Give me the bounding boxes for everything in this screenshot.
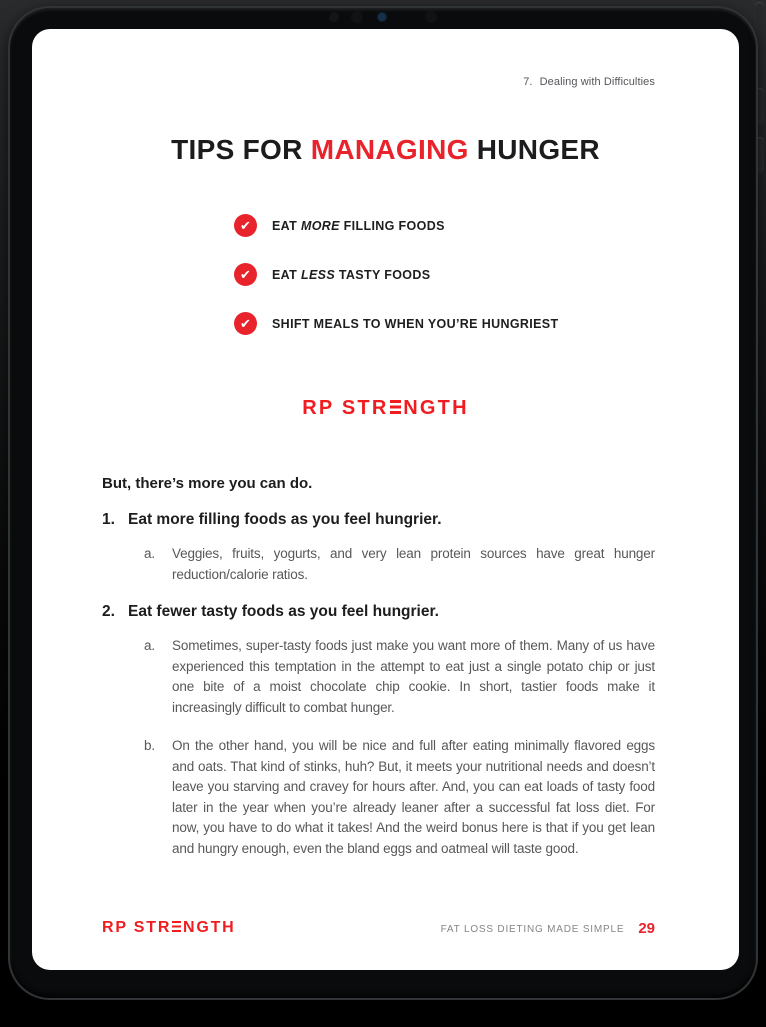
sub-item-marker: a. — [144, 546, 155, 561]
section-heading — [102, 603, 655, 621]
label-text: EAT — [272, 218, 301, 233]
page-title-pre: TIPS FOR — [171, 134, 311, 165]
logo-text: NGTH — [403, 397, 469, 419]
logo-text: NGTH — [183, 919, 236, 936]
label-text: FILLING FOODS — [339, 218, 445, 233]
page-header — [523, 76, 655, 88]
section-heading — [102, 511, 655, 529]
checklist-item-label — [272, 219, 445, 233]
camera-lens-icon — [378, 13, 386, 21]
checklist-item — [234, 214, 558, 237]
stylized-e-glyph — [390, 400, 402, 414]
section-heading-text: Eat more filling foods as you feel hungrier. — [128, 511, 442, 528]
page-footer — [102, 919, 655, 937]
checklist — [234, 214, 558, 361]
tablet-screen[interactable] — [32, 29, 739, 970]
stylized-e-glyph — [172, 921, 181, 932]
checklist-item-label — [272, 268, 430, 282]
chapter-number: 7. — [523, 76, 533, 88]
checkmark-icon: ✔ — [234, 263, 257, 286]
page-number: 29 — [638, 920, 655, 937]
label-text: EAT — [272, 267, 301, 282]
chapter-title: Dealing with Difficulties — [539, 76, 655, 88]
label-text: TASTY FOODS — [335, 267, 431, 282]
sub-item — [144, 736, 655, 859]
book-subtitle: FAT LOSS DIETING MADE SIMPLE — [440, 924, 625, 935]
logo-text: RP STR — [102, 919, 172, 936]
sub-item — [144, 544, 655, 585]
sub-item-text: Veggies, fruits, yogurts, and very lean protein sources have great hunger reduction/calorie ratios. — [172, 546, 655, 582]
logo-text: RP STR — [302, 397, 389, 419]
ambient-sensor-icon — [425, 11, 437, 23]
checkmark-icon: ✔ — [234, 214, 257, 237]
sub-item-text: Sometimes, super-tasty foods just make you want more of them. Many of us have experienced this temptation in the attempt to eat just a single potato chip or just one bite of a moist chocolate chip cookie. In short, tastier foods make it increasingly difficult to combat hunger. — [172, 638, 655, 715]
checkmark-icon: ✔ — [234, 312, 257, 335]
checklist-item — [234, 312, 558, 335]
power-button[interactable] — [755, 2, 764, 38]
page-title-post: HUNGER — [468, 134, 600, 165]
front-camera-icon — [351, 11, 363, 23]
section-heading-text: Eat fewer tasty foods as you feel hungrier. — [128, 603, 439, 620]
camera-sensor-icon — [329, 12, 339, 22]
label-emphasis: MORE — [300, 218, 340, 233]
checklist-item — [234, 263, 558, 286]
sub-item-text: On the other hand, you will be nice and full after eating minimally flavored eggs and oats. That kind of stinks, huh? But, it meets your nutritional needs and doesn’t leave you starving and cravey for hours after. And, you can eat loads of tasty food later in the year when you’re already leaner after a successful fat loss diet. For now, you have to do what it takes! And the weird bonus here is that if you get lean and hungry enough, even the bland eggs and oatmeal will taste good. — [172, 738, 655, 856]
rp-strength-logo — [32, 397, 739, 420]
sub-item — [144, 636, 655, 718]
sub-item-marker: a. — [144, 638, 155, 653]
section-number: 1. — [102, 511, 115, 528]
page-title-highlight: MANAGING — [310, 134, 469, 165]
rp-strength-logo-footer — [102, 919, 236, 937]
page-title — [32, 134, 739, 166]
label-emphasis: LESS — [300, 267, 336, 282]
label-text: SHIFT MEALS TO WHEN YOU’RE HUNGRIEST — [272, 316, 559, 331]
section-number: 2. — [102, 603, 115, 620]
body-content — [102, 475, 655, 859]
footer-right — [441, 920, 655, 937]
checklist-item-label — [272, 317, 558, 331]
sub-item-marker: b. — [144, 738, 155, 753]
intro-line: But, there’s more you can do. — [102, 475, 313, 492]
tablet-device — [8, 6, 758, 1000]
